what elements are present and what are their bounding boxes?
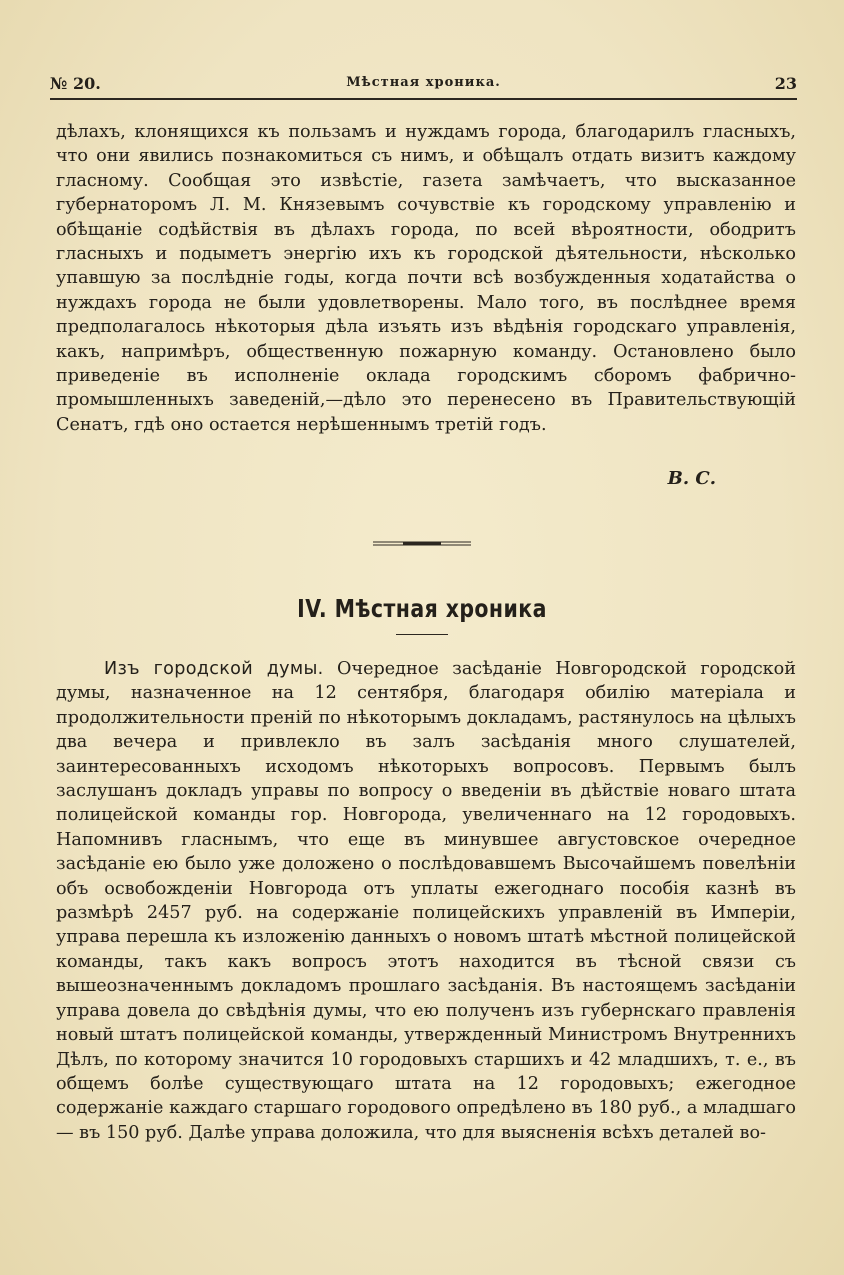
continuation-paragraph: дѣлахъ, клонящихся къ пользамъ и нуждамъ города, благодарилъ гласныхъ, что они явились познакомиться съ нимъ, и обѣщалъ отдать визитъ каждому гласному. Сообщая это извѣстіе, газета замѣчаетъ, что высказанное губернаторомъ Л. М. Князевымъ сочувствіе къ городскому управленію и обѣщаніе содѣйствія въ дѣлахъ города, по всей вѣроятности, ободритъ гласныхъ и подыметъ энергію ихъ къ городской дѣятельности, нѣсколько упавшую за послѣдніе годы, когда почти всѣ возбужденныя ходатайства о нуждахъ города не были удовлетворены. Мало того, въ послѣднее время предполагалось нѣкоторыя дѣла изъять изъ вѣдѣнія городскаго управленія, какъ, напримѣръ, общественную пожарную команду. Остановлено было приведеніе въ исполненіе оклада городскимъ сборомъ фабрично-промышленныхъ заведеній,—дѣло это перенесено въ Правительствующій Сенатъ, гдѣ оно остается нерѣшеннымъ третій годъ.	[56, 122, 796, 435]
paragraph-body: Очередное засѣданіе Новгородской городской думы, назначенное на 12 сентября, благодаря обилію матеріала и продолжительности преній по нѣкоторымъ докладамъ, растянулось на цѣлыхъ два вечера и привлекло въ залъ засѣданія много слушателей, заинтересованныхъ исходомъ нѣкоторыхъ вопросовъ. Первымъ былъ заслушанъ докладъ управы по вопросу о введеніи въ дѣйствіе новаго штата полицейской команды гор. Новгорода, увеличеннаго на 12 городовыхъ. Напомнивъ гласнымъ, что еще въ минувшее августовское очередное засѣданіе ею было уже доложено о послѣдовавшемъ Высочайшемъ повелѣніи объ освобожденіи Новгорода отъ уплаты ежегоднаго пособія казнѣ въ размѣрѣ 2457 руб. на содержаніе полицейскихъ управленій въ Имперіи, управа перешла къ изложенію данныхъ о новомъ штатѣ мѣстной полицейской команды, такъ какъ вопросъ этотъ находится въ тѣсной связи съ вышеозначеннымъ докладомъ прошлаго засѣданія. Въ настоящемъ засѣданіи управа довела до свѣдѣнія думы, что ею полученъ изъ губернскаго правленія новый штатъ полицейской команды, утвержденный Министромъ Внутреннихъ Дѣлъ, по которому значится 10 городовыхъ старшихъ и 42 младшихъ, т. е., въ общемъ болѣе существующаго штата на 12 городовыхъ; ежегодное содержаніе каждаго старшаго городового опредѣлено въ 180 руб., а младшаго — въ 150 руб. Далѣе управа доложила, что для выясненія всѣхъ деталей во-	[56, 659, 796, 1143]
section-heading-rule	[396, 634, 448, 635]
section-heading: IV. Мѣстная хроника	[297, 594, 547, 623]
section-paragraph	[56, 657, 796, 1145]
page-number: 23	[774, 74, 797, 93]
running-title: Мѣстная хроника.	[346, 75, 501, 90]
running-header	[50, 72, 797, 98]
section-divider-ornament	[373, 540, 471, 548]
issue-number: № 20.	[50, 74, 101, 93]
author-signature: В. С.	[667, 468, 716, 489]
header-rule	[50, 98, 797, 100]
paragraph-lead-in: Изъ городской думы.	[104, 659, 324, 679]
